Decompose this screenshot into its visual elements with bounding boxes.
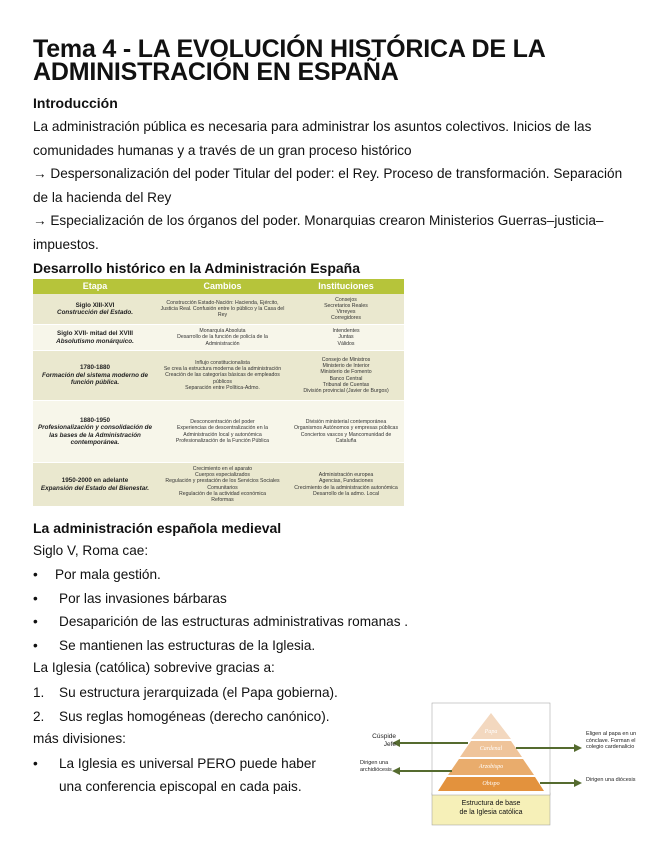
left-bottom-label (360, 760, 392, 773)
label-line: Jefe (383, 741, 396, 748)
base-label (432, 799, 550, 817)
cambios-cell: Desconcentración del poder Experiencias de descentralización en la Administración local y autonómica Profesionalización de la Función Pública (157, 401, 288, 463)
level-label: Arzobispo (478, 764, 504, 770)
arrow-head (574, 779, 582, 787)
cambios-cell: Crecimiento en el aparato Cuerpos especializados Regulación y prestación de los Servicios Sociales Comunitarios Regulación de la actividad económica Reformas (157, 463, 288, 507)
etapa-name: Formación del sistema moderno de función pública. (41, 371, 149, 387)
page-title: Tema 4 - LA EVOLUCIÓN HISTÓRICA DE LA ADMINISTRACIÓN EN ESPAÑA (33, 35, 545, 86)
bullet: • (33, 756, 38, 771)
list-item-text: Por las invasiones bárbaras (59, 591, 227, 606)
number: 2. (33, 709, 45, 724)
arrow-head (574, 744, 582, 752)
numbered-text: Su estructura jerarquizada (el Papa gobierna). (59, 685, 338, 700)
intro-paragraph-2: → Despersonalización del poder Titular del poder: el Rey. Proceso de transformación. Separación de la hacienda del Rey (33, 166, 623, 205)
table-row (33, 401, 404, 463)
bullet: • (33, 567, 38, 582)
etapa-name: Expansión del Estado del Bienestar. (40, 484, 150, 492)
list-item-text: Se mantienen las estructuras de la Iglesia. (59, 638, 316, 653)
etapa-period: 1780-1880 (79, 364, 111, 372)
bullet: • (33, 638, 38, 653)
etapa-name: Absolutismo monárquico. (56, 337, 134, 345)
level-label: Cardenal (479, 746, 503, 752)
etapa-cell (33, 401, 157, 463)
table-row (33, 463, 404, 507)
medieval-line-1: Siglo V, Roma cae: (33, 543, 149, 558)
cambios-cell: Construcción Estado-Nación: Hacienda, Ejército, Justicia Real. Confusión entre lo público y la Casa del Rey (157, 294, 288, 325)
instituciones-cell: Consejo de Ministros Ministerio de Interior Ministerio de Fomento Banco Central Tribunal de Cuentas División provincial (Javier de Burgos) (288, 351, 404, 401)
etapa-name: Profesionalización y consolidación de las bases de la Administración contemporánea. (37, 424, 153, 446)
number: 1. (33, 685, 45, 700)
label-line: Cúspide (372, 733, 396, 740)
bullet: • (33, 614, 38, 629)
level-label: Obispo (482, 781, 500, 787)
history-table (33, 279, 404, 507)
instituciones-cell: Intendentes Juntas Válidos (288, 325, 404, 351)
etapa-cell (33, 351, 157, 401)
right-top-label: Eligen al papa en un cónclave. Forman el colegio cardenalicio (586, 731, 637, 750)
level-label: Papa (484, 729, 498, 735)
etapa-period: Siglo XVII- mitad del XVIII (57, 330, 133, 338)
etapa-period: Siglo XIII-XVI (75, 301, 115, 309)
label-line: Dirigen una (360, 760, 389, 766)
etapa-period: 1950-2000 en adelante (61, 477, 129, 485)
left-top-label (370, 733, 396, 749)
etapa-period: 1880-1950 (79, 416, 111, 424)
base-label-line: de la Iglesia católica (459, 809, 523, 816)
instituciones-cell: Consejos Secretarios Reales Virreyes Corregidores (288, 294, 404, 325)
col-cambios: Cambios (157, 279, 288, 294)
base-label-line: Estructura de base (461, 800, 521, 807)
medieval-heading: La administración española medieval (33, 520, 282, 536)
cambios-cell: Influjo constitucionalista Se crea la estructura moderna de la administración Creación de las categorías básicas de empleados públicos Separación entre Política-Admo. (157, 351, 288, 401)
desarrollo-heading: Desarrollo histórico en la Administración España (33, 260, 361, 276)
list-item-text: Por mala gestión. (55, 567, 161, 582)
right-bottom-label: Dirigen una diócesis (586, 777, 636, 783)
list-item-text: Desaparición de las estructuras administrativas romanas . (59, 614, 409, 629)
etapa-cell (33, 325, 157, 351)
label-line: archidiócesis (360, 766, 392, 773)
instituciones-cell: División ministerial contemporánea Organismos Autónomos y empresas públicas Conciertos vascos y Mancomunidad de Cataluña (288, 401, 404, 463)
intro-heading: Introducción (33, 95, 118, 111)
instituciones-cell: Administración europea Agencias, Fundaciones Crecimiento de la administración autonómica Desarrollo de la admo. Local (288, 463, 404, 507)
numbered-text: Sus reglas homogéneas (derecho canónico). (59, 709, 330, 724)
table-row (33, 294, 404, 325)
medieval-line-3: más divisiones: (33, 731, 126, 746)
cambios-cell: Monarquía Absoluta Desarrollo de la función de policía de la Administración (157, 325, 288, 351)
bullet: • (33, 591, 38, 606)
intro-paragraph-3: → Especialización de los órganos del poder. Monarquias crearon Ministerios Guerras–justicia–impuestos. (33, 213, 604, 252)
col-etapa: Etapa (33, 279, 157, 294)
etapa-name: Construcción del Estado. (57, 309, 133, 316)
list-item-text: una conferencia episcopal en cada pais. (59, 779, 302, 794)
intro-paragraph-1: La administración pública es necesaria para administrar los asuntos colectivos. Inicios de las comunidades humanas y a través de un gran proceso histórico (33, 119, 592, 158)
table-row (33, 325, 404, 351)
arrow-head (392, 767, 400, 775)
history-table-grid (33, 279, 404, 507)
etapa-cell (33, 463, 157, 507)
church-hierarchy-diagram (356, 701, 646, 831)
col-instituciones: Instituciones (288, 279, 404, 294)
medieval-line-2: La Iglesia (católica) sobrevive gracias a: (33, 660, 275, 675)
list-item-text: La Iglesia es universal PERO puede haber (59, 756, 316, 771)
table-row (33, 351, 404, 401)
etapa-cell (33, 294, 157, 325)
